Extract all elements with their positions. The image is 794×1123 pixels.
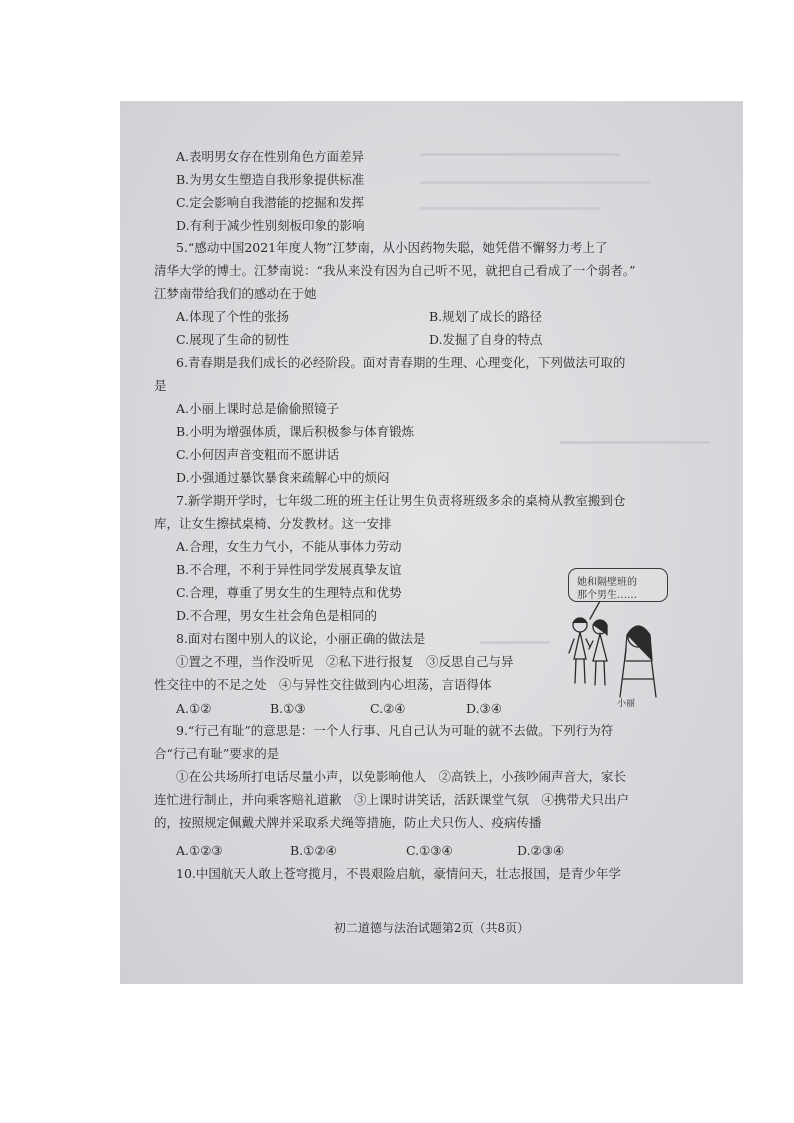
option-q9b: B.①②④ [290,843,337,858]
text-line-q4d: D.有利于减少性别刻板印象的影响 [176,218,365,233]
speech-line-1: 她和隔壁班的 [577,577,637,588]
text-line-q5l2: 清华大学的博士。江梦南说：“我从来没有因为自己听不见，就把自己看成了一个弱者。” [154,263,636,278]
text-line-q8l1: 8.面对右图中别人的议论，小丽正确的做法是 [176,631,426,646]
option-q9a: A.①②③ [176,843,223,858]
page-footer: 初二道德与法治试题第2页（共8页） [333,921,530,935]
option-q5d: D.发掘了自身的特点 [429,332,543,347]
text-line-q9l5: 的，按照规定佩戴犬牌并采取系犬绳等措施，防止犬只伤人、疫病传播 [154,815,542,830]
text-line-q6l1: 6.青春期是我们成长的必经阶段。面对青春期的生理、心理变化，下列做法可取的 [176,355,626,370]
speech-line-2: 那个男生…… [577,590,637,601]
option-q9c: C.①③④ [406,843,453,858]
option-q8d: D.③④ [466,701,502,716]
text-line-q9l1: 9.“行己有耻”的意思是：一个人行事、凡自己认为可耻的就不去做。下列行为符 [176,723,614,738]
text-line-q6a: A.小丽上课时总是偷偷照镜子 [176,401,340,416]
text-line-q7d: D.不合理，男女生社会角色是相同的 [176,608,378,623]
text-line-q5l1: 5.“感动中国2021年度人物”江梦南，从小因药物失聪，她凭借不懈努力考上了 [176,240,608,255]
text-line-q9l2: 合“行己有耻”要求的是 [154,746,280,761]
text-line-q9l3: ①在公共场所打电话尽量小声，以免影响他人 ②高铁上，小孩吵闹声音大，家长 [176,769,627,784]
text-line-q4b: B.为男女生塑造自我形象提供标准 [176,172,365,187]
option-q8c: C.②④ [370,701,406,716]
option-q9d: D.②③④ [517,843,565,858]
text-line-q5l3: 江梦南带给我们的感动在于她 [154,286,317,301]
option-q8b: B.①③ [270,701,306,716]
option-q8a: A.①② [176,701,212,716]
bubble-tail [590,601,600,619]
text-line-q6c: C.小何因声音变粗而不愿讲话 [176,447,340,462]
text-line-q4c: C.定会影响自我潜能的挖掘和发挥 [176,195,365,210]
figure-caption: 小丽 [617,699,636,709]
option-q5a: A.体现了个性的张扬 [176,309,290,324]
text-line-q8l2: ①置之不理，当作没听见 ②私下进行报复 ③反思自己与异 [176,654,514,669]
option-q5b: B.规划了成长的路径 [429,309,543,324]
text-line-q8l3: 性交往中的不足之处 ④与异性交往做到内心坦荡，言语得体 [154,677,492,692]
text-line-q7a: A.合理，女生力气小，不能从事体力劳动 [176,539,402,554]
speech-bubble [568,568,668,602]
text-line-q6b: B.小明为增强体质，课后积极参与体育锻炼 [176,424,415,439]
text-line-q6l2: 是 [154,378,167,393]
text-line-q10l1: 10.中国航天人敢上苍穹揽月，不畏艰险启航，豪情问天，壮志报国，是青少年学 [176,866,621,881]
text-line-q7c: C.合理，尊重了男女生的生理特点和优势 [176,585,402,600]
text-line-q7b: B.不合理，不利于异性同学发展真挚友谊 [176,562,402,577]
gossip-cartoon-illustration [560,601,670,701]
text-line-q7l2: 库，让女生擦拭桌椅、分发教材。这一安排 [154,516,392,531]
text-line-q4a: A.表明男女存在性别角色方面差异 [176,149,365,164]
text-line-q6d: D.小强通过暴饮暴食来疏解心中的烦闷 [176,470,390,485]
text-line-q7l1: 7.新学期开学时，七年级二班的班主任让男生负责将班级多余的桌椅从教室搬到仓 [176,493,626,508]
text-line-q9l4: 连忙进行制止，并向乘客赔礼道歉 ③上课时讲笑话，活跃课堂气氛 ④携带犬只出户 [154,792,630,807]
option-q5c: C.展现了生命的韧性 [176,332,290,347]
exam-page-photo [120,101,743,984]
